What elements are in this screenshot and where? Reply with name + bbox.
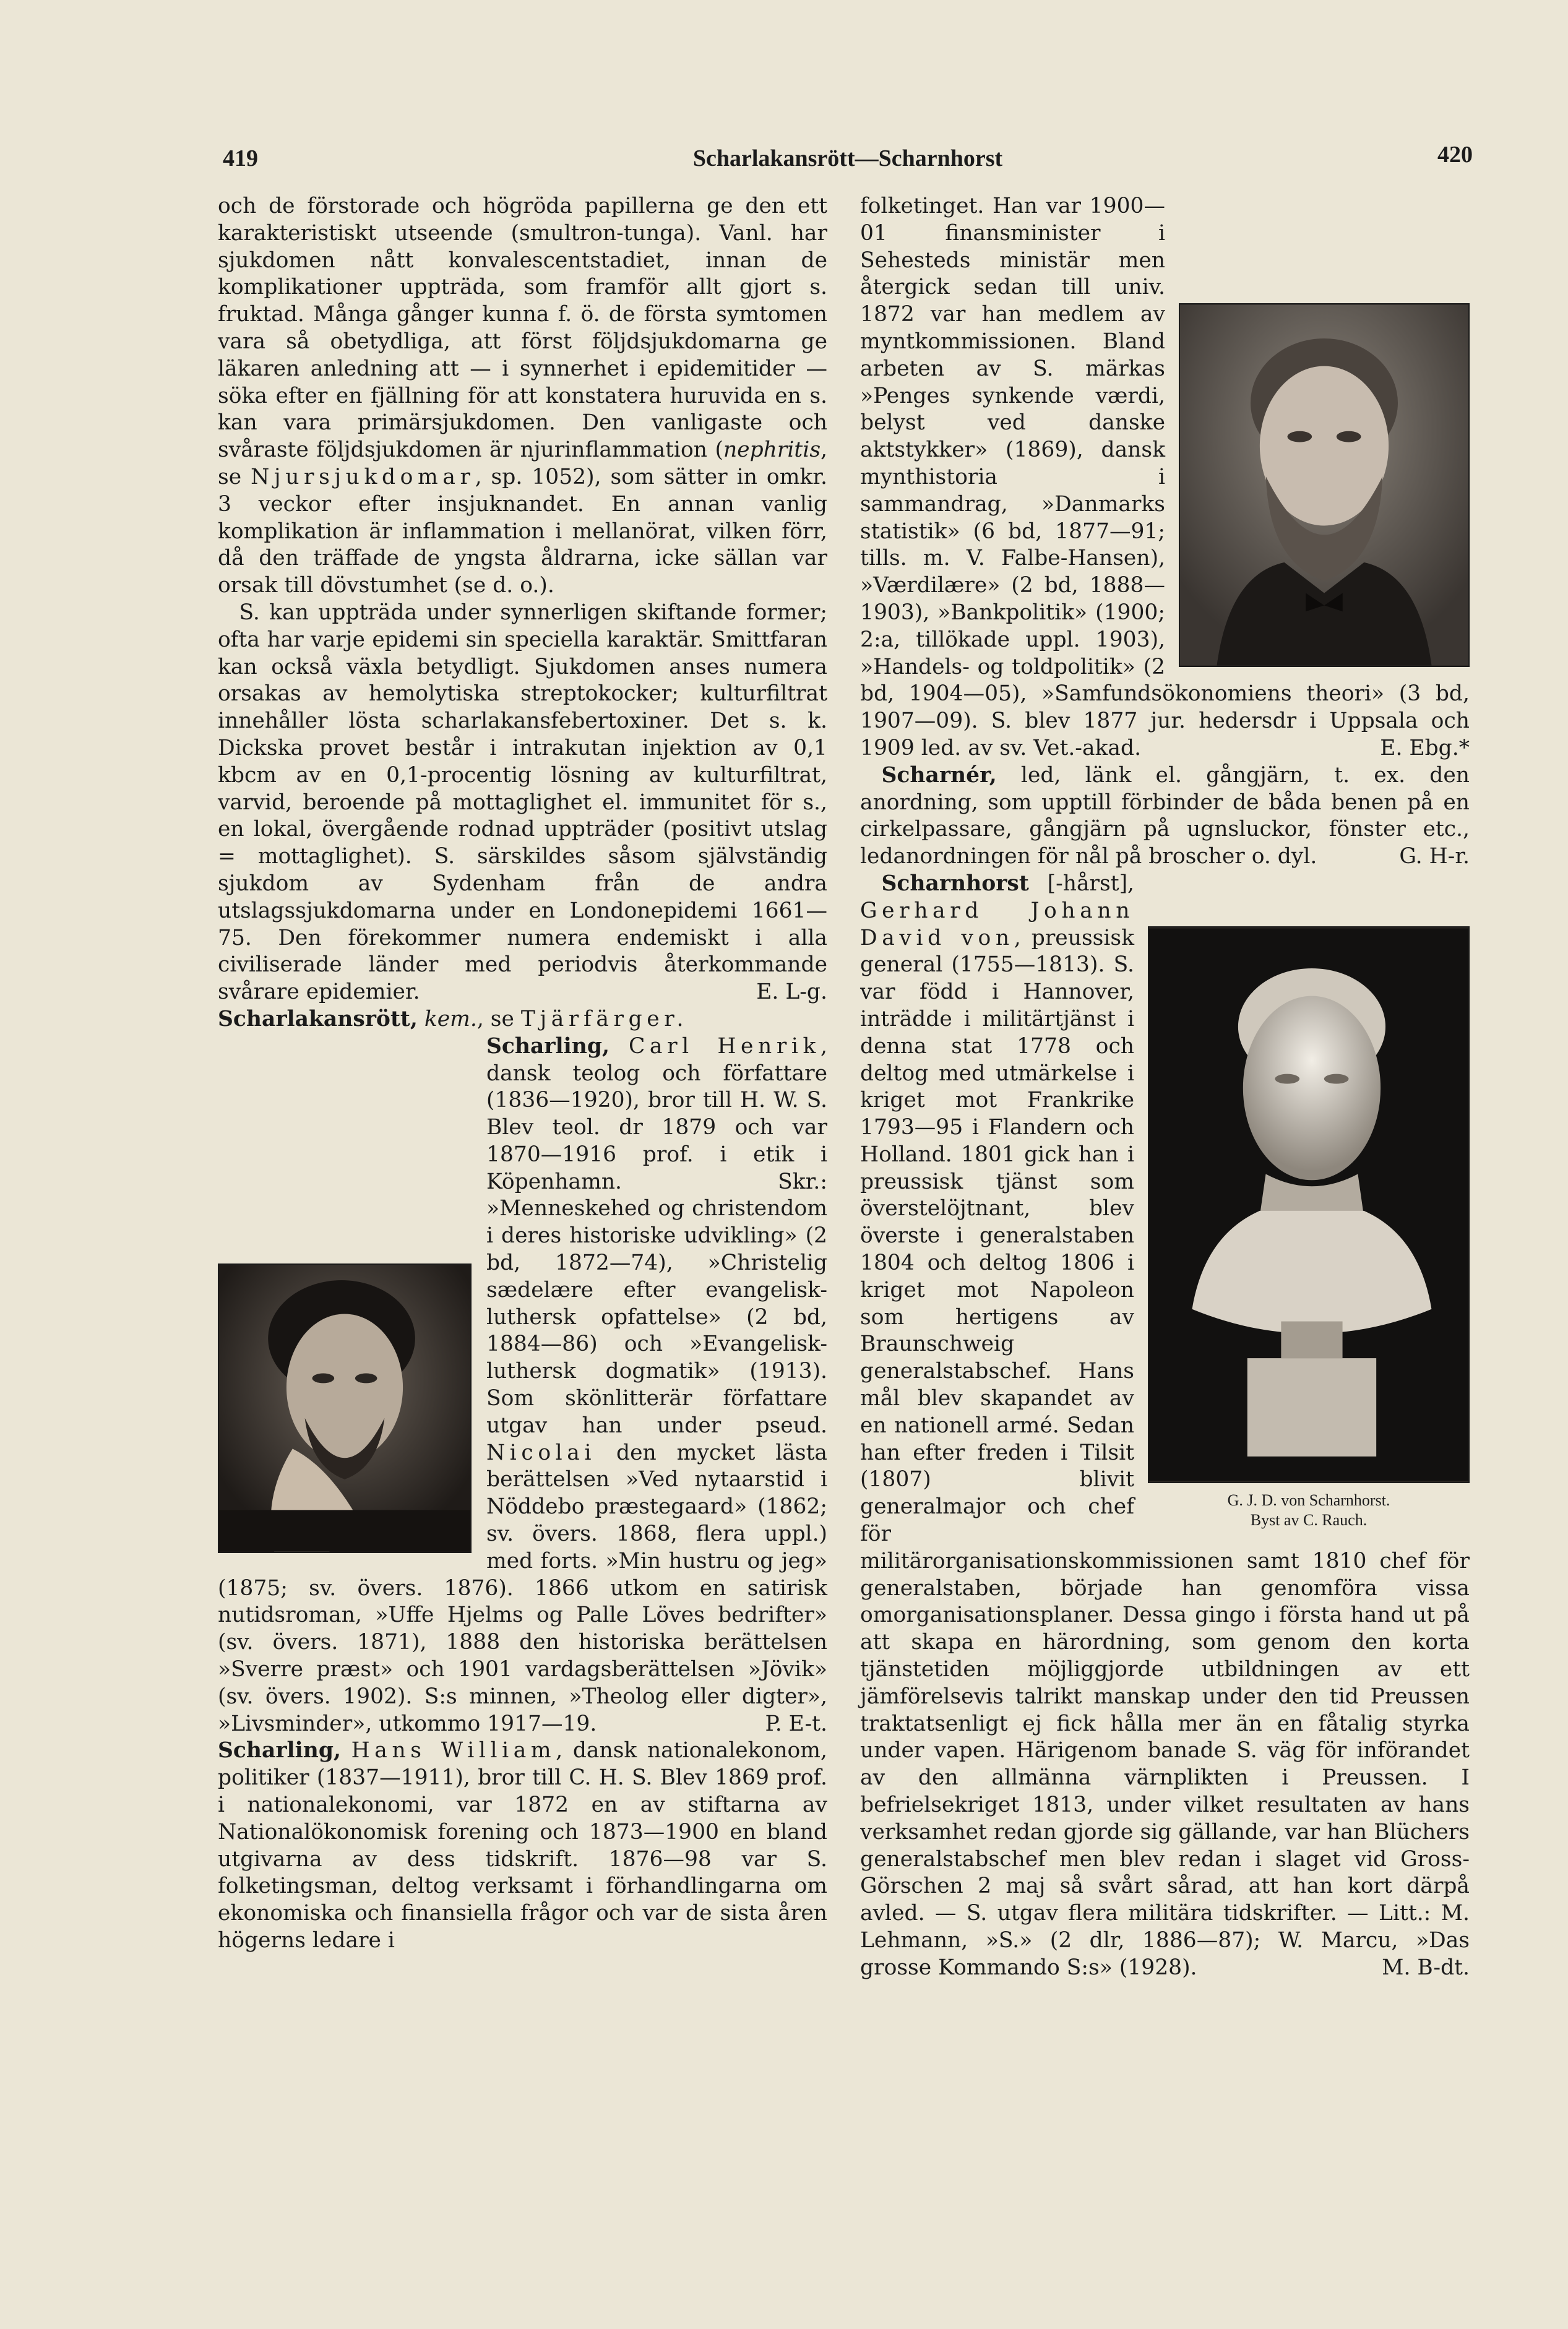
headword: Scharling, xyxy=(486,1033,610,1059)
entry-hans-william-scharling: Scharling, Hans William, dansk nationalekonom, politiker (1837—1911), bror till C. H. S. Blev 1869 prof. i nationalekonomi, var 1872 en av stiftarna av Nationalökonomisk forening och 1873—1900 en bland utgivarna av dess tidskrift. 1876—98 var S. folketingsman, deltog verksamt i förhandlingarna om ekonomiska och finansiella frågor och var de sista åren högerns ledare i xyxy=(218,1738,827,1953)
portrait-photo xyxy=(219,1265,470,1552)
scharlakansfeber-paragraph-1: och de förstorade och högröda papillerna ge den ett karakteristiskt utseende (smultron-tunga). Vanl. har sjukdomen nått konvalescentstadiet, innan de komplikationer uppträda, som framför allt gjort s. fruktad. Många gånger kunna f. ö. de första symtomen vara så obetydliga, att först följdsjukdomarna ge läkaren anledning att — i synnerhet i epidemitider — söka efter en fjällning för att konstatera huruvida en s. kan vara primärsjukdomen. Den vanligaste och svåraste följdsjukdomen är njurinflammation (nephritis, se Njursjukdomar, sp. 1052), som sätter in omkr. 3 veckor efter insjuknandet. En annan vanlig komplikation är inflammation i mellanörat, vilken förr, då den träffade de yngsta åldrarna, icke sällan var orsak till dövstumhet (se d. o.). xyxy=(218,194,827,598)
portrait-carl-henrik-scharling xyxy=(218,1264,472,1553)
entry-carl-henrik-scharling: Scharling, Carl Henrik, dansk teolog och författare (1836—1920), bror till H. W. S. Blev teol. dr 1879 och var 1870—1916 prof. i etik i Köpenhamn. Skr.: »Menneskehed og christendom i deres historiske udvikling» (2 bd, 1872—74), »Christelig sædelære efter evangelisk-luthersk opfattelse» (2 bd, 1884—86) och »Evangelisk-luthersk dogmatik» (1913). Som skönlitterär författare utgav han under pseud. Nicolai den mycket lästa berättelsen »Ved nytaarstid i Nöddebo præstegaard» (1862; sv. övers. 1868, flera uppl.) med forts. »Min hustru og jeg» (1875; sv. övers. 1876). 1866 utkom en satirisk nutidsroman, »Uffe Hjelms og Palle Löves bedrifter» (sv. övers. 1871), 1888 den historiska berättelsen »Sverre præst» och 1901 vardagsberättelsen »Jövik» (sv. övers. 1902). S:s minnen, »Theolog eller digter», »Livsminder», utkommo 1917—19. P. E-t. xyxy=(218,1033,827,1738)
page-header xyxy=(223,141,1473,178)
page-number-left: 419 xyxy=(223,145,258,171)
bust-image xyxy=(1148,926,1470,1483)
author-signature: M. B-dt. xyxy=(1382,1955,1470,1980)
continued-hans-william-scharling: folketinget. Han var 1900—01 finansminister i Sehesteds ministär men återgick sedan till univ. 1872 var han medlem av myntkommissionen. Bland arbeten av S. märkas »Penges synkende værdi, belyst ved danske aktstykker» (1869), dansk mynthistoria i sammandrag, »Danmarks statistik» (6 bd, 1877—91; tills. m. V. Falbe-Hansen), »Værdilære» (2 bd, 1888—1903), »Bankpolitik» (1900; 2:a, tillökade uppl. 1903), »Handels- og toldpolitik» (2 bd, 1904—05), »Samfundsökonomiens theori» (3 bd, 1907—09). S. blev 1877 jur. hedersdr i Uppsala och 1909 led. av sv. Vet.-akad. E. Ebg.* xyxy=(860,193,1470,762)
left-column xyxy=(218,193,827,1955)
headword: Scharling, xyxy=(218,1738,341,1763)
right-column xyxy=(860,193,1470,1982)
author-signature: G. H-r. xyxy=(1399,844,1470,869)
page-number-right: 420 xyxy=(1437,142,1473,168)
entry-scharlakansrott: Scharlakansrött, kem., se Tjärfärger. xyxy=(218,1006,689,1031)
portrait-photo xyxy=(1180,304,1468,666)
headword: Scharlakansrött, xyxy=(218,1006,418,1031)
headword: Scharnér, xyxy=(881,762,997,788)
figure-scharnhorst-bust xyxy=(1148,926,1470,1530)
scharlakansfeber-paragraph-2: S. kan uppträda under synnerligen skiftande former; ofta har varje epidemi sin speciella karaktär. Smittfaran kan också växla betydligt. Sjukdomen anses numera orsakas av hemolytiska streptokocker; kulturfiltrat innehåller lösta scharlakansfebertoxiner. Det s. k. Dickska provet består i intrakutan injektion av 0,1 kbcm av en 0,1-procentig lösning av kulturfiltrat, varvid, beroende på mottaglighet el. immunitet för s., en lokal, övergående rodnad uppträder (positivt utslag = mottaglighet). S. särskildes såsom självständig sjukdom av Sydenham från de andra utslagssjukdomarna under en Londonepidemi 1661—75. Den förekommer numera endemiskt i alla civiliserade länder med periodvis återkommande svårare epidemier. E. L-g. xyxy=(218,600,827,1006)
bust-photo xyxy=(1149,928,1468,1482)
author-signature: E. Ebg.* xyxy=(1380,735,1470,760)
headword: Scharnhorst xyxy=(881,871,1029,896)
entry-scharnhorst: G. J. D. von Scharnhorst. Byst av C. Rauch. Scharnhorst [-hårst], Gerhard Johann David von, preussisk general (1755—1813). S. var född i Hannover, inträdde i militärtjänst i denna stat 1778 och deltog med utmärkelse i kriget mot Frankrike 1793—95 i Flandern och Holland. 1801 gick han i preussisk tjänst som överstelöjtnant, blev överste i generalstaben 1804 och deltog 1806 i kriget mot Napoleon som hertigens av Braunschweig generalstabschef. Hans mål blev skapandet av en nationell armé. Sedan han efter freden i Tilsit (1807) blivit generalmajor och chef för militärorganisationskommissionen samt 1810 chef för generalstaben, började han genomföra vissa omorganisationsplaner. Dessa gingo i första hand ut på att skapa en härordning, som genom den korta tjänstetiden möjliggjorde utbildningen av ett jämförelsevis talrikt manskap under den tid Preussen traktatsenligt ej fick hålla mer än en fåtalig styrka under vapen. Härigenom banade S. väg för införandet av den allmänna värnplikten i Preussen. I befrielsekriget 1813, under vilket resultaten av hans verksamhet redan gjorde sig gällande, var han Blüchers generalstabschef men blev redan i slaget vid Gross-Görschen 2 maj så svårt sårad, att han kort därpå avled. — S. utgav flera militära tidskrifter. — Litt.: M. Lehmann, »S.» (2 dlr, 1886—87); W. Marcu, »Das grosse Kommando S:s» (1928). M. B-dt. xyxy=(860,871,1470,1982)
figure-caption: G. J. D. von Scharnhorst. Byst av C. Rauch. xyxy=(1227,1491,1390,1529)
author-signature: P. E-t. xyxy=(765,1711,827,1736)
entry-scharner: Scharnér, led, länk el. gångjärn, t. ex. den anordning, som upptill förbinder de båda benen på en cirkelpassare, gångjärn på ugnsluckor, fönster etc., ledanordningen för nål på broscher o. dyl. G. H-r. xyxy=(860,762,1470,871)
running-title: Scharlakansrött—Scharnhorst xyxy=(692,145,1003,171)
portrait-hans-william-scharling xyxy=(1179,303,1470,667)
author-signature: E. L-g. xyxy=(756,979,827,1005)
